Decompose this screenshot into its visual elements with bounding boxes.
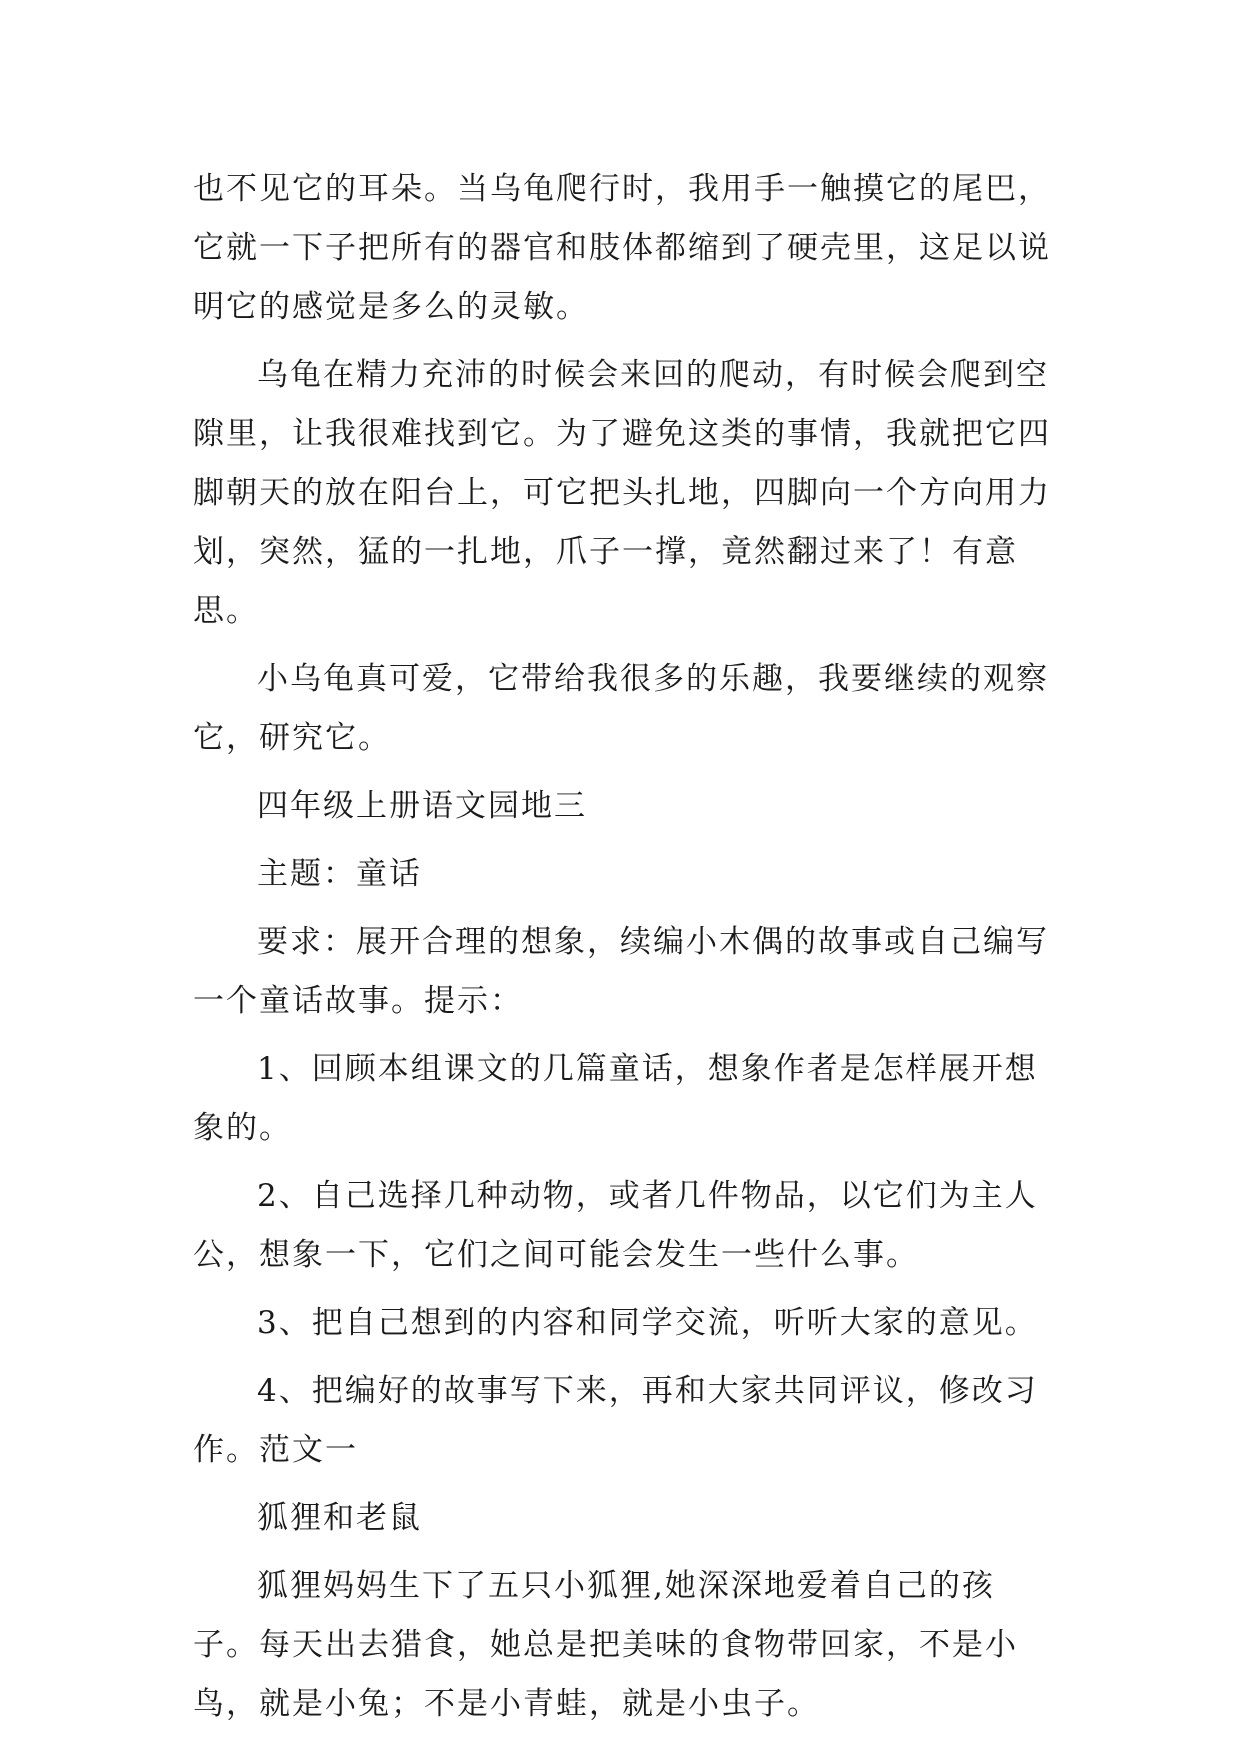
tip-item-3: 3、把自己想到的内容和同学交流，听听大家的意见。 bbox=[257, 1305, 1038, 1341]
requirement-line: 要求：展开合理的想象，续编小木偶的故事或自己编写一个童话故事。提示： bbox=[193, 924, 1049, 1019]
tip-item-1: 1、回顾本组课文的几篇童话，想象作者是怎样展开想象的。 bbox=[193, 1051, 1038, 1146]
story-paragraph: 狐狸妈妈生下了五只小狐狸,她深深地爱着自己的孩子。每天出去猎食，她总是把美味的食物带回家，不是小鸟，就是小兔；不是小青蛙，就是小虫子。 bbox=[193, 1568, 1018, 1722]
document-body bbox=[193, 160, 1053, 1734]
story-title: 狐狸和老鼠 bbox=[257, 1500, 422, 1536]
section-heading: 四年级上册语文园地三 bbox=[257, 788, 587, 824]
paragraph-turtle-climbing: 乌龟在精力充沛的时候会来回的爬动，有时候会爬到空隙里，让我很难找到它。为了避免这类的事情，我就把它四脚朝天的放在阳台上，可它把头扎地，四脚向一个方向用力划，突然，猛的一扎地，爪子一撑，竟然翻过来了！有意思。 bbox=[193, 357, 1051, 629]
theme-line: 主题：童话 bbox=[257, 856, 422, 892]
tip-item-4: 4、把编好的故事写下来，再和大家共同评议，修改习作。范文一 bbox=[193, 1373, 1038, 1468]
paragraph-turtle-senses: 也不见它的耳朵。当乌龟爬行时，我用手一触摸它的尾巴，它就一下子把所有的器官和肢体都缩到了硬壳里，这足以说明它的感觉是多么的灵敏。 bbox=[193, 171, 1051, 325]
paragraph-turtle-conclusion: 小乌龟真可爱，它带给我很多的乐趣，我要继续的观察它，研究它。 bbox=[193, 661, 1049, 756]
tip-item-2: 2、自己选择几种动物，或者几件物品，以它们为主人公，想象一下，它们之间可能会发生一些什么事。 bbox=[193, 1178, 1038, 1273]
